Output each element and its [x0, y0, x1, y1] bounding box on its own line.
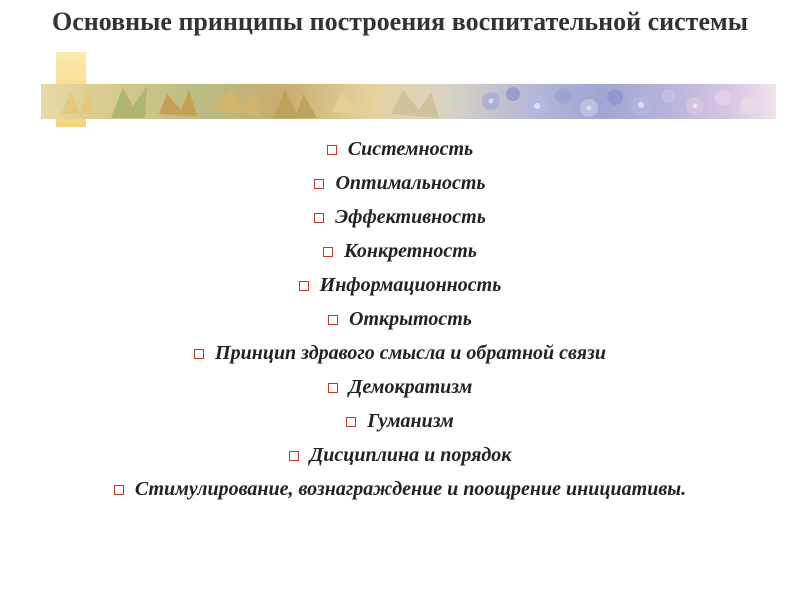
square-bullet-icon	[346, 417, 356, 427]
list-item-text: Информационность	[319, 274, 502, 296]
list-item-text: Открытость	[349, 308, 472, 330]
list-item-text: Дисциплина и порядок	[309, 444, 512, 466]
square-bullet-icon	[289, 451, 299, 461]
square-bullet-icon	[114, 485, 124, 495]
list-item	[90, 240, 710, 263]
principles-list	[90, 138, 710, 512]
list-item-text: Системность	[347, 138, 474, 160]
square-bullet-icon	[194, 349, 204, 359]
list-item-text: Принцип здравого смысла и обратной связи	[215, 342, 606, 364]
list-item-text: Демократизм	[348, 376, 473, 398]
square-bullet-icon	[327, 145, 337, 155]
list-item	[90, 138, 710, 161]
square-bullet-icon	[328, 383, 338, 393]
square-bullet-icon	[314, 213, 324, 223]
square-bullet-icon	[328, 315, 338, 325]
list-item	[90, 308, 710, 331]
list-item-text: Оптимальность	[335, 172, 486, 194]
square-bullet-icon	[314, 179, 324, 189]
list-item-text: Стимулирование, вознаграждение и поощрение инициативы.	[134, 478, 687, 500]
list-item	[90, 172, 710, 195]
square-bullet-icon	[299, 281, 309, 291]
list-item	[90, 342, 710, 365]
list-item	[90, 206, 710, 229]
list-item	[90, 410, 710, 433]
list-item-text: Конкретность	[344, 240, 477, 262]
list-item	[90, 274, 710, 297]
list-item-text: Гуманизм	[367, 410, 454, 432]
list-item	[90, 444, 710, 467]
decorative-leaf-banner	[41, 84, 776, 119]
slide-title: Основные принципы построения воспитательной системы	[51, 7, 748, 36]
square-bullet-icon	[323, 247, 333, 257]
list-item	[90, 376, 710, 399]
list-item	[90, 478, 710, 501]
list-item-text: Эффективность	[335, 206, 486, 228]
